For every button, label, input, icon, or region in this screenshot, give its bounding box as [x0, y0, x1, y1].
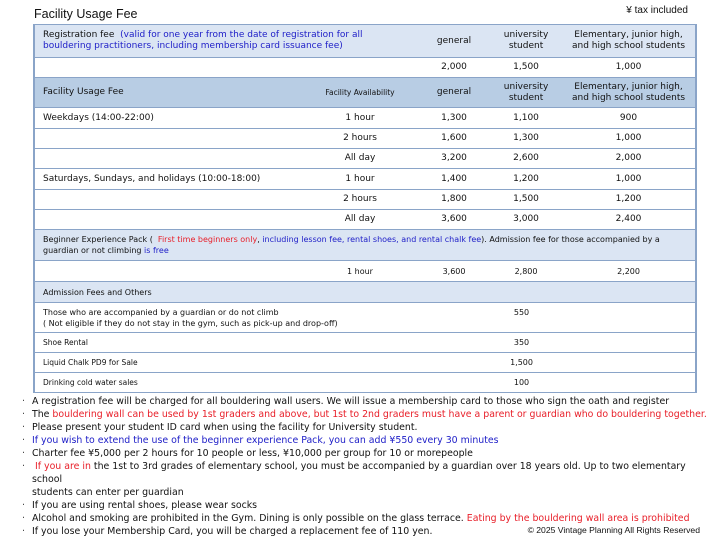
note-item: · If you are in the 1st to 3rd grades of elementary school, you must be accompanied by a guardian over 18 years old. Up to two elementary school: [22, 460, 712, 486]
copyright: © 2025 Vintage Planning All Rights Reserved: [527, 525, 700, 535]
admission-header-row: [34, 282, 696, 303]
registration-price-row: [34, 58, 696, 78]
first-time-note: First time beginners only: [157, 235, 258, 244]
beginner-label-cell: Beginner Experience Pack ( First time beginners only, including lesson fee, rental shoes, and rental chalk fee). Admission fee for those accompanied by a guardian or not climbing is free: [34, 230, 696, 261]
col-school-header: Elementary, junior high, and high school students: [562, 25, 696, 58]
registration-header-row: [34, 25, 696, 58]
page-title: Facility Usage Fee: [34, 7, 138, 21]
table-row: Saturdays, Sundays, and holidays (10:00-18:00) 1 hour 1,400 1,200 1,000: [34, 169, 696, 190]
usage-header-row: [34, 78, 696, 108]
beginner-including-note: including lesson fee, rental shoes, and rental chalk fee: [262, 235, 482, 244]
registration-university: 1,500: [490, 58, 562, 78]
col-availability-header: Facility Availability: [302, 78, 418, 108]
note-item: · The bouldering wall can be used by 1st graders and above, but 1st to 2nd graders must have a parent or guardian who do bouldering together.: [22, 408, 712, 421]
note-item: · A registration fee will be charged for all bouldering wall users. We will issue a membership card to those who sign the oath and register: [22, 395, 712, 408]
note-item: · If you are using rental shoes, please wear socks: [22, 499, 712, 512]
registration-school: 1,000: [562, 58, 696, 78]
col-university-header-2: university student: [490, 78, 562, 108]
table-row: Shoe Rental 350: [34, 333, 696, 353]
beginner-price-row: 1 hour 3,600 2,800 2,200: [34, 261, 696, 282]
registration-label: Registration fee: [43, 30, 115, 40]
admission-label: Admission Fees and Others: [34, 282, 696, 303]
table-row: Liquid Chalk PD9 for Sale 1,500: [34, 353, 696, 373]
note-item: · Charter fee ¥5,000 per 2 hours for 10 people or less, ¥10,000 per group for 10 or morepeople: [22, 447, 712, 460]
col-general-header: general: [418, 25, 490, 58]
table-row: Weekdays (14:00-22:00) 1 hour 1,300 1,100 900: [34, 108, 696, 129]
tax-note: ¥ tax included: [626, 5, 688, 16]
note-item: · If you lose your Membership Card, you will be charged a replacement fee of 110 yen.: [22, 525, 712, 538]
beginner-header-row: [34, 230, 696, 261]
col-school-header-2: Elementary, junior high, and high school students: [562, 78, 696, 108]
registration-note: (valid for one year from the date of registration for all bouldering practitioners, including membership card issuance fee): [43, 30, 363, 51]
notes-list: [22, 395, 712, 538]
table-row: Those who are accompanied by a guardian or do not climb ( Not eligible if they do not stay in the gym, such as pick-up and drop-off) 550: [34, 303, 696, 333]
usage-label: Facility Usage Fee: [34, 78, 302, 108]
registration-general: 2,000: [418, 58, 490, 78]
table-row: All day 3,600 3,000 2,400: [34, 210, 696, 230]
beginner-free-note: is free: [144, 246, 169, 255]
note-item-continuation: students can enter per guardian: [32, 487, 184, 498]
table-row: 2 hours 1,800 1,500 1,200: [34, 190, 696, 210]
col-university-header: university student: [490, 25, 562, 58]
table-row: All day 3,200 2,600 2,000: [34, 149, 696, 169]
table-row: 2 hours 1,600 1,300 1,000: [34, 129, 696, 149]
col-general-header-2: general: [418, 78, 490, 108]
note-item: · Alcohol and smoking are prohibited in the Gym. Dining is only possible on the glass terrace. Eating by the bouldering wall area is prohibited: [22, 512, 712, 525]
note-item: · If you wish to extend the use of the beginner experience Pack, you can add ¥550 every 30 minutes: [22, 434, 712, 447]
registration-label-cell: [34, 25, 418, 58]
note-item: · Please present your student ID card when using the facility for University student.: [22, 421, 712, 434]
fee-table: [33, 24, 697, 393]
table-row: Drinking cold water sales 100: [34, 373, 696, 393]
